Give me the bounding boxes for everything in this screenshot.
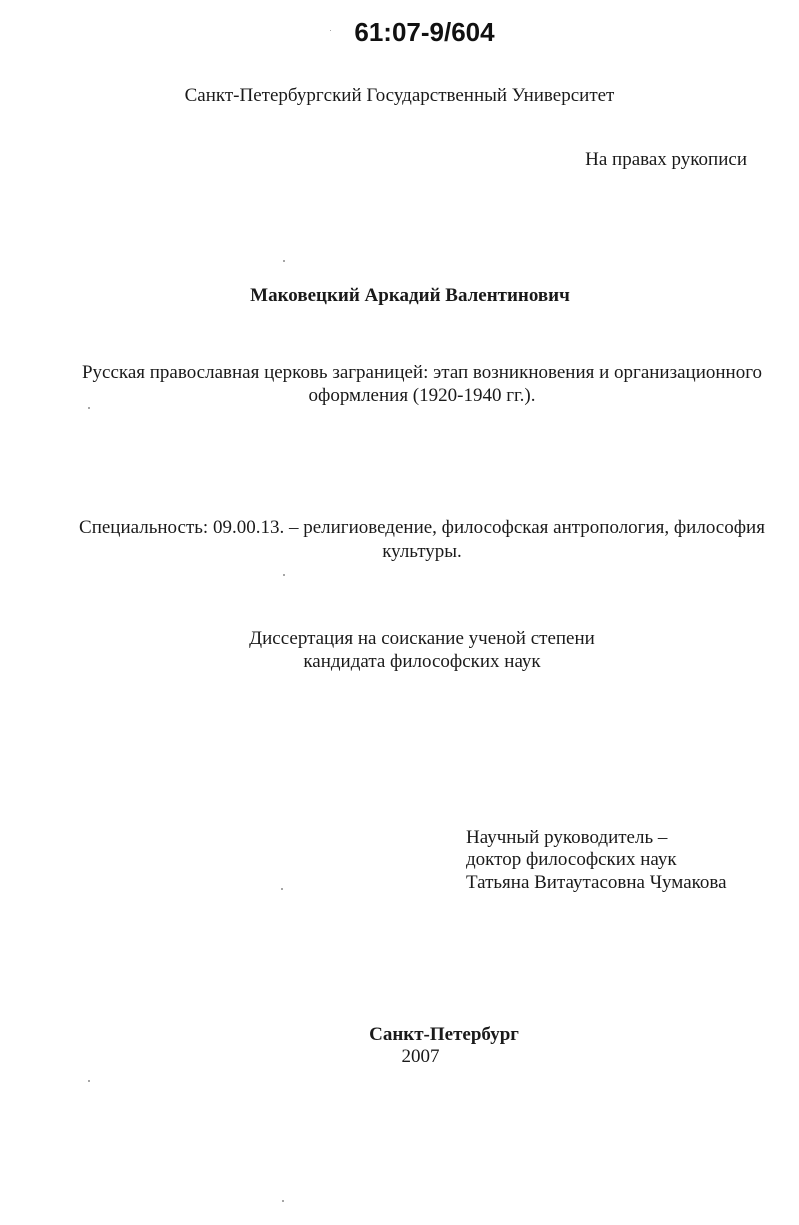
rights-note: На правах рукописи xyxy=(585,149,747,170)
title-line-2: оформления (1920-1940 гг.). xyxy=(308,385,536,406)
scan-speck xyxy=(282,1200,284,1202)
scan-speck xyxy=(283,260,285,262)
specialty-line-2: культуры. xyxy=(382,541,462,562)
dissertation-line-1: Диссертация на соискание ученой степени xyxy=(249,628,595,649)
scan-speck xyxy=(283,574,285,576)
scan-speck xyxy=(88,407,90,409)
scan-speck xyxy=(330,30,331,31)
title-line-1: Русская православная церковь заграницей: этап возникновения и организационного xyxy=(81,362,763,383)
supervisor-name: Татьяна Витаутасовна Чумакова xyxy=(466,872,727,893)
specialty-line-1: Специальность: 09.00.13. – религиоведение, философская антропология, философия xyxy=(79,517,765,538)
stamp-number: 61:07-9/604 xyxy=(354,17,495,47)
university-name: Санкт-Петербургский Государственный Университет xyxy=(184,85,615,106)
year: 2007 xyxy=(401,1046,440,1067)
scan-speck xyxy=(88,1080,90,1082)
scan-speck xyxy=(281,888,283,890)
supervisor-title: Научный руководитель – xyxy=(466,827,668,848)
author-name: Маковецкий Аркадий Валентинович xyxy=(250,285,570,306)
city: Санкт-Петербург xyxy=(369,1024,519,1045)
dissertation-line-2: кандидата философских наук xyxy=(303,651,541,672)
supervisor-degree: доктор философских наук xyxy=(466,849,677,870)
